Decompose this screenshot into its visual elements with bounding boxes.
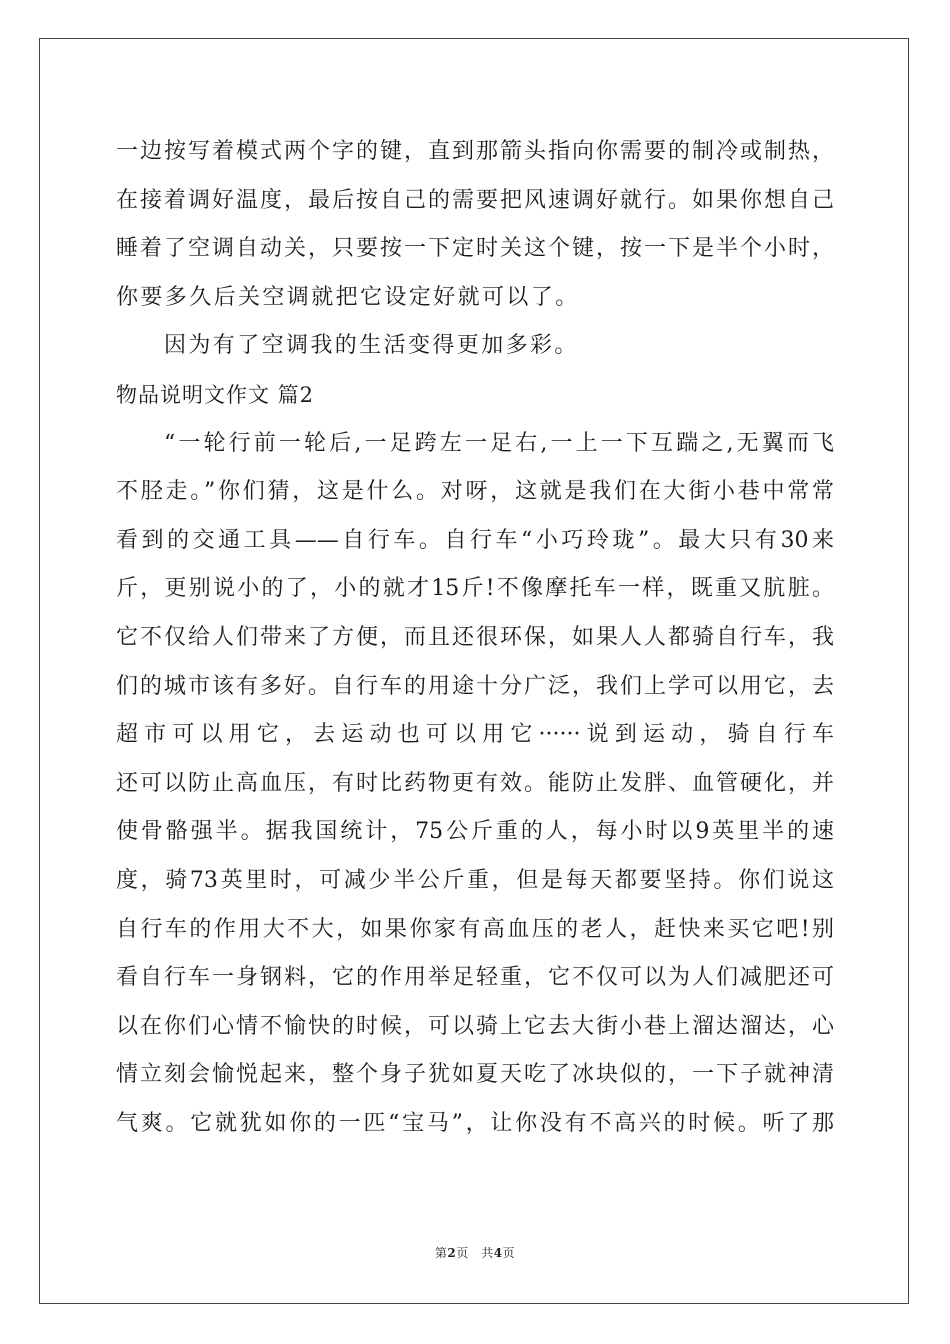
paragraph-line: 超市可以用它，去运动也可以用它······说到运动，骑自行车 [116, 722, 834, 748]
paragraph-line: 们的城市该有多好。自行车的用途十分广泛，我们上学可以用它，去 [116, 673, 834, 699]
section-heading: 物品说明文作文 篇2 [116, 382, 315, 407]
paragraph-line: 还可以防止高血压，有时比药物更有效。能防止发胖、血管硬化，并 [116, 770, 834, 796]
page-footer [0, 1244, 950, 1261]
footer-prefix: 第 [434, 1246, 448, 1260]
current-page-number: 2 [447, 1246, 457, 1260]
paragraph-line: 你要多久后关空调就把它设定好就可以了。 [116, 284, 580, 310]
paragraph-line: 它不仅给人们带来了方便，而且还很环保，如果人人都骑自行车，我 [116, 624, 834, 650]
paragraph-line: 一边按写着模式两个字的键，直到那箭头指向你需要的制冷或制热， [116, 139, 834, 164]
paragraph-line: 看到的交通工具——自行车。自行车“小巧玲珑”。最大只有30来 [116, 527, 834, 553]
paragraph-line: 看自行车一身钢料，它的作用举足轻重，它不仅可以为人们减肥还可 [116, 965, 834, 991]
document-body [116, 128, 834, 1148]
paragraph-line: 在接着调好温度，最后按自己的需要把风速调好就行。如果你想自己 [116, 187, 834, 213]
footer-suffix: 页 [502, 1246, 516, 1260]
total-page-number: 4 [493, 1246, 503, 1260]
footer-middle: 页 共 [456, 1246, 494, 1260]
paragraph-line: 睡着了空调自动关，只要按一下定时关这个键，按一下是半个小时， [116, 236, 834, 262]
paragraph-line: 以在你们心情不愉快的时候，可以骑上它去大街小巷上溜达溜达，心 [116, 1013, 834, 1039]
paragraph-line: “一轮行前一轮后,一足跨左一足右,一上一下互踹之,无翼而飞 [164, 430, 834, 456]
paragraph-line: 情立刻会愉悦起来，整个身子犹如夏天吃了冰块似的，一下子就神清 [116, 1062, 834, 1088]
paragraph-line: 因为有了空调我的生活变得更加多彩。 [164, 333, 579, 359]
paragraph-line: 斤，更别说小的了，小的就才15斤!不像摩托车一样，既重又肮脏。 [116, 576, 834, 602]
paragraph-line: 气爽。它就犹如你的一匹“宝马”，让你没有不高兴的时候。听了那 [116, 1110, 834, 1136]
paragraph-line: 不胫走。”你们猜，这是什么。对呀，这就是我们在大街小巷中常常 [116, 479, 834, 505]
paragraph-line: 自行车的作用大不大，如果你家有高血压的老人，赶快来买它吧!别 [116, 916, 834, 942]
paragraph-line: 度，骑73英里时，可减少半公斤重，但是每天都要坚持。你们说这 [116, 867, 834, 893]
paragraph-line: 使骨骼强半。据我国统计，75公斤重的人，每小时以9英里半的速 [116, 819, 834, 845]
